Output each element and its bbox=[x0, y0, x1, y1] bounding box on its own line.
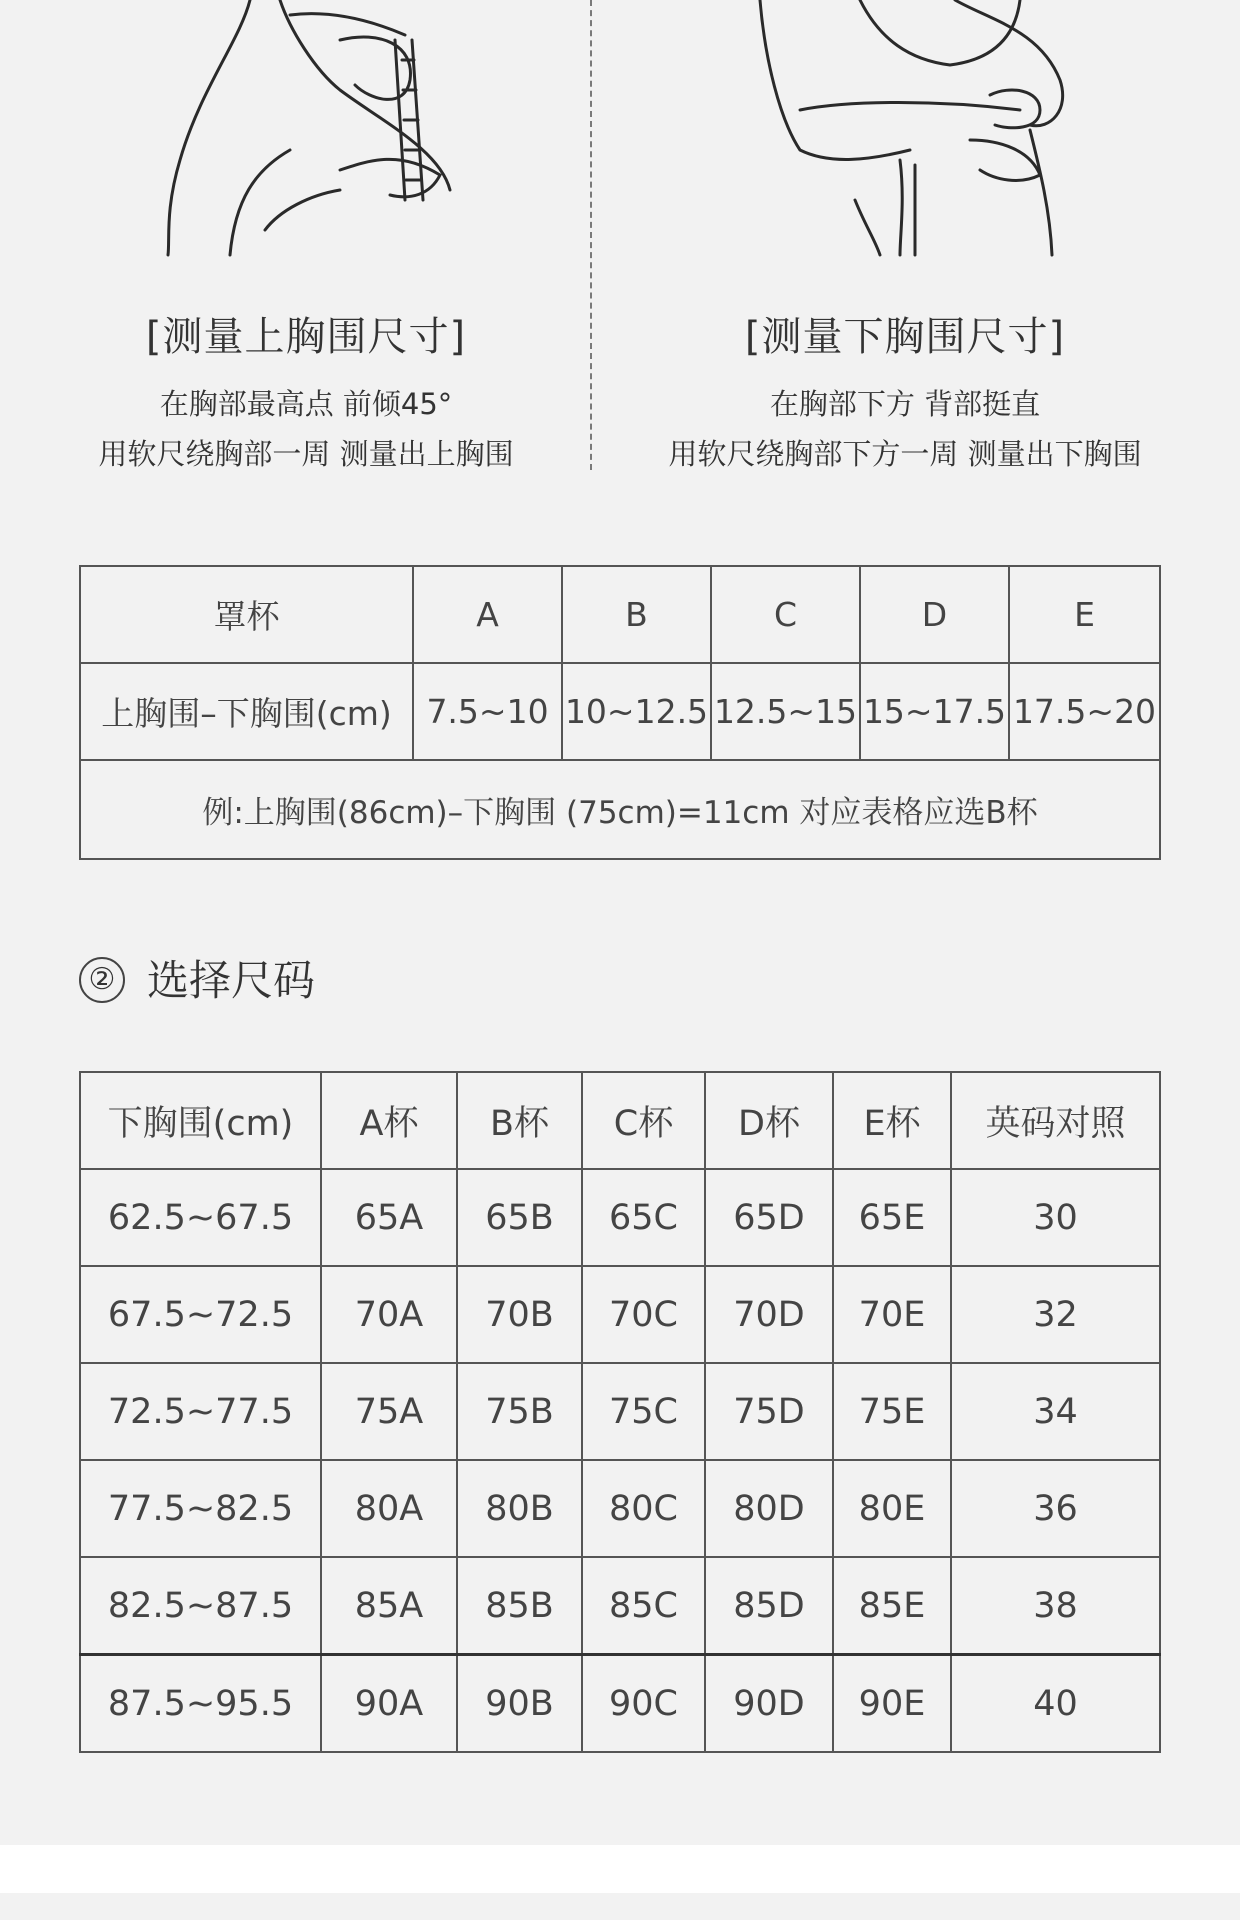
table-cell: 77.5~82.5 bbox=[80, 1460, 321, 1557]
table-cell: 85E bbox=[833, 1557, 951, 1655]
table-cell: 90E bbox=[833, 1655, 951, 1753]
table-cell: 85B bbox=[457, 1557, 582, 1655]
under-bust-line2: 用软尺绕胸部下方一周 测量出下胸围 bbox=[668, 437, 1142, 471]
table-cell: 85C bbox=[582, 1557, 705, 1655]
table-cell: 80A bbox=[321, 1460, 457, 1557]
table-cell: E bbox=[1009, 566, 1160, 663]
table-cell: 70D bbox=[705, 1266, 833, 1363]
table-cell: 32 bbox=[951, 1266, 1160, 1363]
upper-bust-title: [测量上胸围尺寸] bbox=[145, 314, 467, 360]
table-cell: 65A bbox=[321, 1169, 457, 1266]
table-cell: 70E bbox=[833, 1266, 951, 1363]
table-cell: 34 bbox=[951, 1363, 1160, 1460]
table-cell: C bbox=[711, 566, 860, 663]
table-cell: 30 bbox=[951, 1169, 1160, 1266]
table-cell: 65C bbox=[582, 1169, 705, 1266]
table-cell: 80C bbox=[582, 1460, 705, 1557]
table-cell: B杯 bbox=[457, 1072, 582, 1169]
table-cell: A bbox=[413, 566, 562, 663]
table-cell: 80D bbox=[705, 1460, 833, 1557]
table-cell: 90B bbox=[457, 1655, 582, 1753]
section-heading bbox=[79, 948, 315, 1008]
table-cell: 62.5~67.5 bbox=[80, 1169, 321, 1266]
table-cell: 75E bbox=[833, 1363, 951, 1460]
table-cell: 80B bbox=[457, 1460, 582, 1557]
table-cell: 90A bbox=[321, 1655, 457, 1753]
table-cell: B bbox=[562, 566, 711, 663]
table-row bbox=[80, 663, 1160, 760]
example-row bbox=[80, 760, 1160, 859]
table-cell: 70B bbox=[457, 1266, 582, 1363]
table-cell: 英码对照 bbox=[951, 1072, 1160, 1169]
table-cell: 65B bbox=[457, 1169, 582, 1266]
table-cell: 38 bbox=[951, 1557, 1160, 1655]
table-cell: 40 bbox=[951, 1655, 1160, 1753]
table-row bbox=[80, 1169, 1160, 1266]
table-cell: 80E bbox=[833, 1460, 951, 1557]
table-cell: 75D bbox=[705, 1363, 833, 1460]
section-number: ② bbox=[79, 957, 125, 1003]
upper-bust-measure-illustration bbox=[140, 0, 470, 260]
table-cell: C杯 bbox=[582, 1072, 705, 1169]
table-cell: 70A bbox=[321, 1266, 457, 1363]
table-cell: 90D bbox=[705, 1655, 833, 1753]
table-cell: 10~12.5 bbox=[562, 663, 711, 760]
table-cell: 7.5~10 bbox=[413, 663, 562, 760]
table-cell: 36 bbox=[951, 1460, 1160, 1557]
table-row bbox=[80, 1557, 1160, 1655]
table-cell: 罩杯 bbox=[80, 566, 413, 663]
table-cell: 75B bbox=[457, 1363, 582, 1460]
bottom-band bbox=[0, 1845, 1240, 1893]
table-cell: 下胸围(cm) bbox=[80, 1072, 321, 1169]
upper-bust-line2: 用软尺绕胸部一周 测量出上胸围 bbox=[98, 437, 514, 471]
table-cell: 70C bbox=[582, 1266, 705, 1363]
table-cell: D bbox=[860, 566, 1009, 663]
under-bust-title: [测量下胸围尺寸] bbox=[744, 314, 1066, 360]
table-row bbox=[80, 1363, 1160, 1460]
table-cell: 87.5~95.5 bbox=[80, 1655, 321, 1753]
table-cell: 65D bbox=[705, 1169, 833, 1266]
table-cell: 上胸围–下胸围(cm) bbox=[80, 663, 413, 760]
table-cell: 17.5~20 bbox=[1009, 663, 1160, 760]
table-row bbox=[80, 1460, 1160, 1557]
table-cell: 82.5~87.5 bbox=[80, 1557, 321, 1655]
table-cell: 67.5~72.5 bbox=[80, 1266, 321, 1363]
upper-bust-line1: 在胸部最高点 前倾45° bbox=[159, 387, 453, 421]
table-cell: E杯 bbox=[833, 1072, 951, 1169]
table-row bbox=[80, 1655, 1160, 1753]
table-row bbox=[80, 1266, 1160, 1363]
table-cell: 75A bbox=[321, 1363, 457, 1460]
under-bust-measure-illustration bbox=[740, 0, 1100, 260]
table-cell: 75C bbox=[582, 1363, 705, 1460]
table-cell: 85A bbox=[321, 1557, 457, 1655]
cup-table-header bbox=[80, 566, 1160, 663]
table-cell: A杯 bbox=[321, 1072, 457, 1169]
table-cell: D杯 bbox=[705, 1072, 833, 1169]
under-bust-line1: 在胸部下方 背部挺直 bbox=[769, 387, 1041, 421]
example-note: 例:上胸围(86cm)–下胸围 (75cm)=11cm 对应表格应选B杯 bbox=[80, 760, 1160, 859]
size-table-header bbox=[80, 1072, 1160, 1169]
table-cell: 90C bbox=[582, 1655, 705, 1753]
table-cell: 85D bbox=[705, 1557, 833, 1655]
section-title: 选择尺码 bbox=[147, 956, 316, 1005]
cup-size-table bbox=[79, 565, 1161, 860]
table-cell: 15~17.5 bbox=[860, 663, 1009, 760]
table-cell: 12.5~15 bbox=[711, 663, 860, 760]
bra-size-table bbox=[79, 1071, 1161, 1753]
table-cell: 72.5~77.5 bbox=[80, 1363, 321, 1460]
table-cell: 65E bbox=[833, 1169, 951, 1266]
